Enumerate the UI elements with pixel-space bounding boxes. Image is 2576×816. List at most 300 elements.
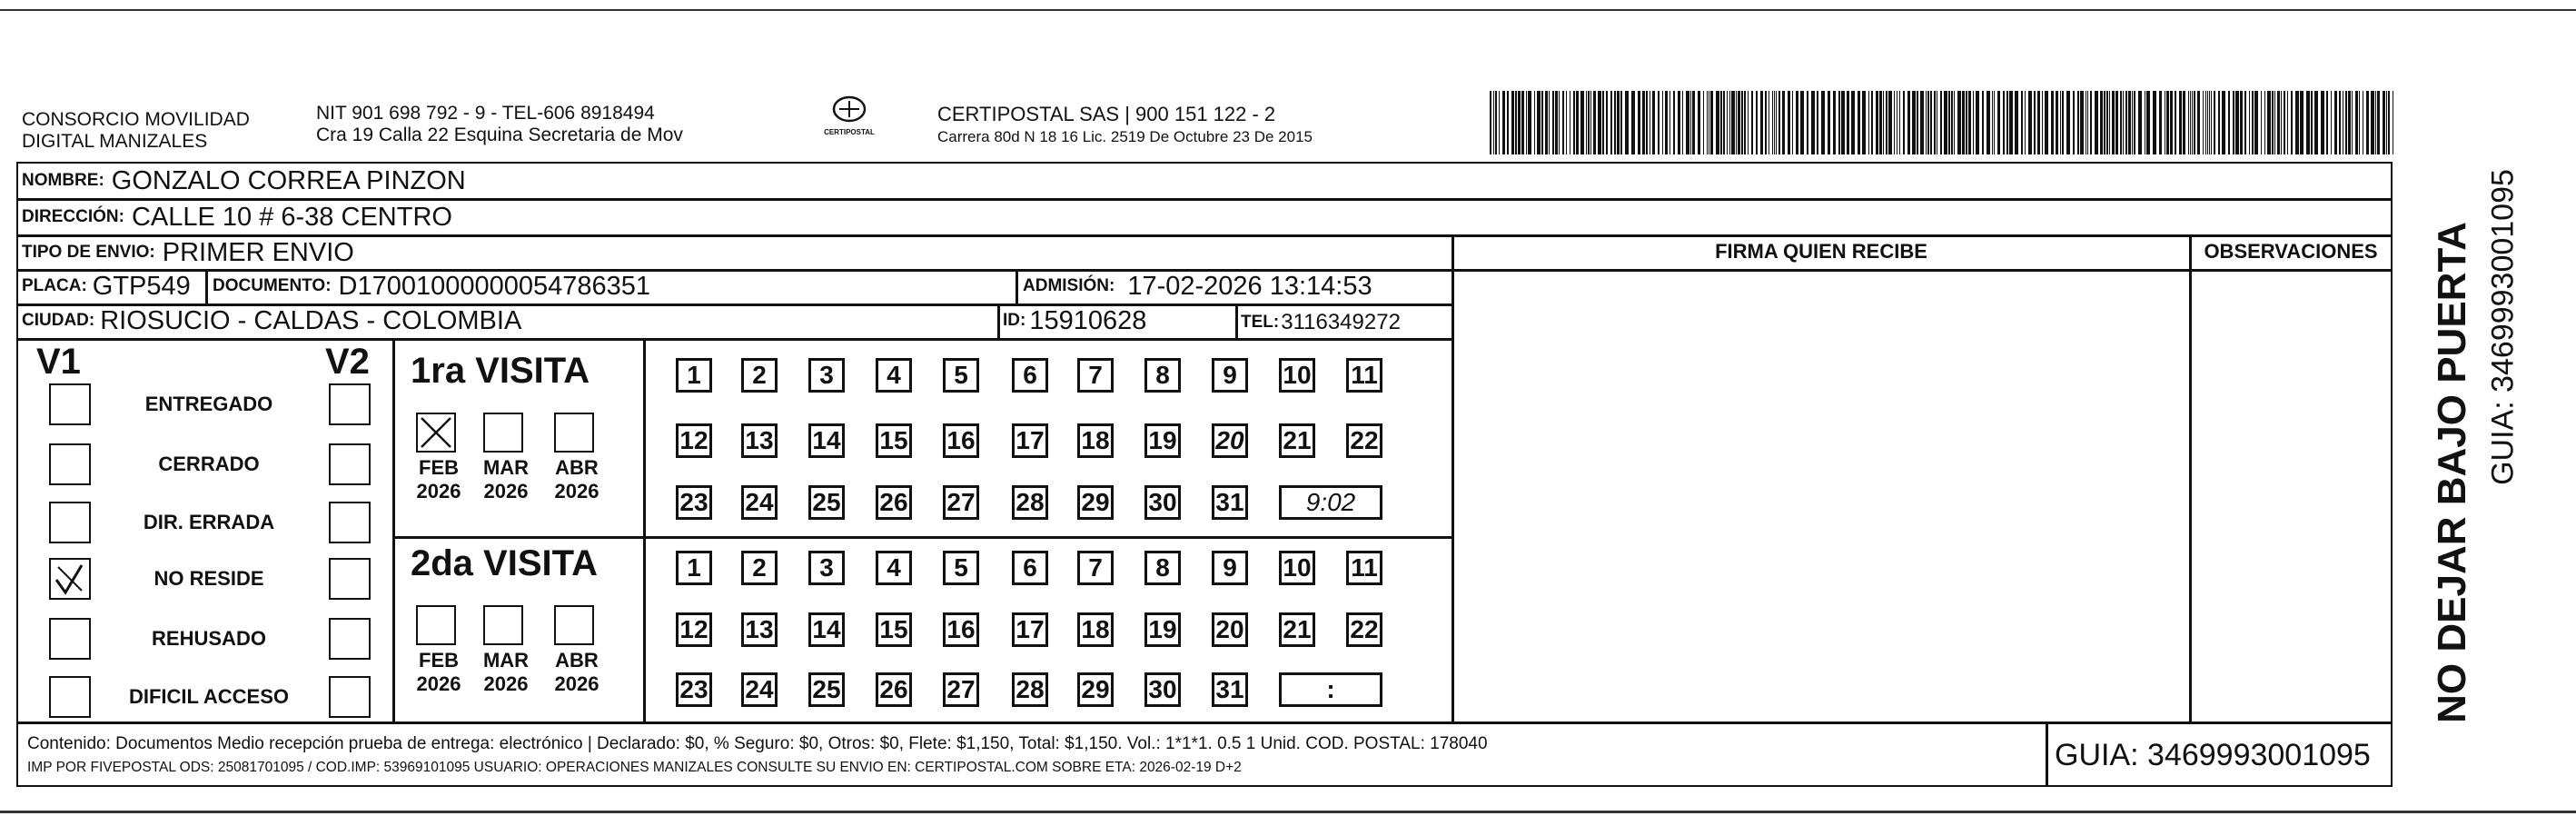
barcode-bar [1821, 91, 1825, 154]
v1-checkbox-rehusado[interactable] [49, 618, 91, 660]
day-box[interactable]: 19 [1144, 423, 1181, 458]
barcode-bar [2300, 91, 2304, 154]
admision-divider [1016, 269, 1018, 304]
barcode-bar [2235, 91, 2239, 154]
barcode-bar [2287, 91, 2288, 154]
barcode-bar [1598, 91, 1601, 154]
month-year-label [474, 649, 538, 696]
admision-row [1023, 273, 1372, 300]
barcode-bar [2104, 91, 2105, 154]
carrier-details [937, 103, 1313, 146]
v2-checkbox-rehusado[interactable] [329, 618, 371, 660]
barcode-bar [2244, 91, 2246, 154]
id-value: 15910628 [1029, 305, 1147, 335]
barcode-bar [2170, 91, 2173, 154]
barcode-bar [1555, 91, 1558, 154]
first-visit-month-checkbox[interactable] [483, 413, 523, 453]
barcode-bar [1731, 91, 1735, 154]
day-box[interactable]: 8 [1144, 551, 1181, 585]
carrier-logo-icon [831, 95, 867, 124]
barcode-bar [2345, 91, 2347, 154]
barcode-bar [1736, 91, 1737, 154]
barcode-bar [1811, 91, 1815, 154]
day-box[interactable]: 18 [1077, 423, 1114, 458]
tel-value: 3116349272 [1281, 310, 1401, 334]
day-box[interactable]: 21 [1279, 423, 1315, 458]
day-box[interactable]: 18 [1077, 612, 1114, 647]
v1-checkbox-entregado[interactable] [49, 383, 91, 425]
barcode-bar [2006, 91, 2008, 154]
barcode-bar [1926, 91, 1927, 154]
barcode-bar [2233, 91, 2234, 154]
day-box[interactable]: 12 [676, 423, 712, 458]
barcode-bar [2334, 91, 2337, 154]
day-box[interactable]: 9 [1212, 551, 1248, 585]
placa-divider [205, 269, 208, 304]
day-box[interactable]: 17 [1012, 423, 1048, 458]
barcode-bar [1698, 91, 1700, 154]
barcode-bar [2009, 91, 2013, 154]
barcode-bar [2123, 91, 2124, 154]
day-box[interactable]: 14 [808, 423, 845, 458]
second-visit-month-checkbox[interactable] [416, 605, 456, 645]
barcode-bar [1778, 91, 1780, 154]
firma-header: FIRMA QUIEN RECIBE [1715, 240, 1927, 263]
day-box[interactable]: 25 [808, 485, 845, 520]
barcode-bar [1876, 91, 1878, 154]
barcode-bar [1526, 91, 1527, 154]
barcode-bar [2252, 91, 2254, 154]
v2-checkbox-entregado[interactable] [329, 383, 371, 425]
barcode-bar [2339, 91, 2341, 154]
barcode-bar [1720, 91, 1722, 154]
barcode-bar [2146, 91, 2150, 154]
barcode-bar [1788, 91, 1790, 154]
barcode-bar [2326, 91, 2328, 154]
barcode-bar [2188, 91, 2189, 154]
barcode-bar [2120, 91, 2122, 154]
month-year-label [407, 456, 471, 503]
month-year-label [407, 649, 471, 696]
scan-line-top [0, 9, 2576, 11]
barcode-bar [1894, 91, 1895, 154]
x-mark-icon [418, 414, 454, 451]
barcode-bar [1765, 91, 1767, 154]
v2-checkbox-dificil-acceso[interactable] [329, 676, 371, 718]
barcode-bar [1521, 91, 1524, 154]
barcode [1490, 91, 2398, 154]
barcode-bar [1528, 91, 1531, 154]
day-box[interactable]: 23 [676, 672, 712, 707]
visit-divider-h [392, 536, 1453, 539]
carrier-logo [817, 95, 881, 149]
day-box[interactable]: 1 [676, 358, 712, 393]
admision-label: ADMISIÓN: [1023, 276, 1115, 295]
barcode-bar [2306, 91, 2310, 154]
day-box[interactable]: 23 [676, 485, 712, 520]
barcode-bar [1590, 91, 1591, 154]
barcode-bar [1741, 91, 1743, 154]
status-option-label: ENTREGADO [144, 393, 273, 415]
barcode-bar [2077, 91, 2079, 154]
barcode-bar [2383, 91, 2385, 154]
barcode-bar [1738, 91, 1740, 154]
barcode-bar [1631, 91, 1635, 154]
barcode-bar [2183, 91, 2185, 154]
day-box[interactable]: 26 [876, 672, 912, 707]
barcode-bar [1610, 91, 1612, 154]
barcode-bar [2125, 91, 2127, 154]
barcode-bar [2132, 91, 2133, 154]
day-box[interactable]: 6 [1012, 551, 1048, 585]
day-box[interactable]: 12 [676, 612, 712, 647]
barcode-bar [1673, 91, 1675, 154]
barcode-bar [2194, 91, 2195, 154]
day-box[interactable]: 3 [808, 551, 845, 585]
day-box[interactable]: 22 [1346, 423, 1382, 458]
barcode-bar [2277, 91, 2280, 154]
carrier-line-1: CERTIPOSTAL SAS | 900 151 122 - 2 [937, 103, 1276, 125]
v1-header: V1 [36, 342, 81, 382]
barcode-bar [1847, 91, 1849, 154]
barcode-bar [1515, 91, 1517, 154]
status-option-label: DIFICIL ACCESO [128, 685, 289, 708]
barcode-bar [1940, 91, 1942, 154]
barcode-bar [2100, 91, 2103, 154]
barcode-bar [2179, 91, 2182, 154]
placa-value: GTP549 [92, 271, 191, 301]
row-divider-5 [16, 338, 1453, 341]
side-warning: NO DEJAR BAJO PUERTA [2430, 222, 2474, 723]
day-box[interactable]: 15 [876, 612, 912, 647]
barcode-bar [2331, 91, 2332, 154]
observaciones-divider [2189, 234, 2192, 721]
barcode-bar [1986, 91, 1990, 154]
day-box[interactable]: 27 [943, 672, 979, 707]
barcode-bar [1499, 91, 1500, 154]
barcode-bar [2261, 91, 2262, 154]
tipo-value: PRIMER ENVIO [162, 237, 354, 267]
barcode-bar [1886, 91, 1887, 154]
barcode-bar [1862, 91, 1866, 154]
day-box[interactable]: 3 [808, 358, 845, 393]
barcode-bar [1951, 91, 1953, 154]
barcode-bar [1710, 91, 1713, 154]
day-box[interactable]: 5 [943, 551, 979, 585]
barcode-bar [2037, 91, 2040, 154]
day-box[interactable]: 5 [943, 358, 979, 393]
barcode-bar [2214, 91, 2215, 154]
status-option-label: CERRADO [158, 453, 260, 475]
barcode-bar [1888, 91, 1892, 154]
day-box[interactable]: 6 [1012, 358, 1048, 393]
barcode-bar [2386, 91, 2387, 154]
barcode-bar [1602, 91, 1604, 154]
nombre-label: NOMBRE: [22, 171, 104, 190]
barcode-bar [1652, 91, 1655, 154]
barcode-bar [2267, 91, 2271, 154]
barcode-bar [2025, 91, 2026, 154]
barcode-bar [1716, 91, 1719, 154]
barcode-bar [1552, 91, 1554, 154]
barcode-bar [1899, 91, 1900, 154]
v2-checkbox-dir-errada[interactable] [329, 502, 371, 543]
day-box[interactable]: 22 [1346, 612, 1382, 647]
barcode-bar [2388, 91, 2390, 154]
day-box[interactable]: 11 [1346, 358, 1382, 393]
month-label: MAR [482, 649, 530, 672]
footer-divider [16, 721, 2393, 724]
tipo-row [22, 239, 354, 266]
day-box[interactable]: 4 [876, 358, 912, 393]
id-row [1003, 307, 1146, 334]
barcode-bar [2073, 91, 2075, 154]
day-box[interactable]: 1 [676, 551, 712, 585]
barcode-bar [2060, 91, 2061, 154]
day-box[interactable]: 4 [876, 551, 912, 585]
second-visit-month-checkbox[interactable] [483, 605, 523, 645]
barcode-bar [1756, 91, 1758, 154]
barcode-bar [2090, 91, 2092, 154]
barcode-bar [1593, 91, 1596, 154]
day-box[interactable]: 17 [1012, 612, 1048, 647]
barcode-bar [1502, 91, 1505, 154]
day-box[interactable]: 15 [876, 423, 912, 458]
barcode-bar [1665, 91, 1668, 154]
barcode-bar [2272, 91, 2274, 154]
day-box[interactable]: 7 [1077, 551, 1114, 585]
barcode-bar [1982, 91, 1984, 154]
day-box[interactable]: 2 [741, 551, 778, 585]
barcode-bar [1807, 91, 1808, 154]
barcode-bar [2080, 91, 2084, 154]
barcode-bar [1879, 91, 1882, 154]
day-box[interactable]: 10 [1279, 551, 1315, 585]
barcode-bar [2115, 91, 2118, 154]
barcode-bar [1662, 91, 1663, 154]
barcode-bar [1973, 91, 1974, 154]
barcode-bar [1692, 91, 1695, 154]
direccion-value: CALLE 10 # 6-38 CENTRO [131, 202, 452, 232]
barcode-bar [2134, 91, 2135, 154]
barcode-bar [1907, 91, 1910, 154]
tel-divider [1235, 304, 1238, 338]
year-label: 2026 [554, 480, 599, 503]
barcode-bar [2371, 91, 2374, 154]
barcode-bar [2218, 91, 2220, 154]
barcode-bar [1690, 91, 1691, 154]
side-guia: GUIA: 3469993001095 [2485, 169, 2521, 485]
barcode-bar [1573, 91, 1575, 154]
day-box[interactable]: 16 [943, 423, 979, 458]
v1-checkbox-dificil-acceso[interactable] [49, 676, 91, 718]
status-option-label: REHUSADO [152, 627, 266, 650]
barcode-bar [1782, 91, 1785, 154]
day-box[interactable]: 30 [1144, 672, 1181, 707]
first-visit-title: 1ra VISITA [411, 351, 590, 391]
day-box[interactable]: 7 [1077, 358, 1114, 393]
year-label: 2026 [483, 480, 529, 503]
barcode-bar [1646, 91, 1648, 154]
first-visit-month-checkbox[interactable] [554, 413, 594, 453]
guia-box: GUIA: 3469993001095 [2055, 738, 2371, 772]
ciudad-row [22, 307, 521, 334]
day-box[interactable]: 19 [1144, 612, 1181, 647]
barcode-bar [1545, 91, 1548, 154]
barcode-bar [1976, 91, 1979, 154]
sender-details [316, 103, 683, 146]
barcode-bar [2359, 91, 2360, 154]
barcode-bar [1669, 91, 1670, 154]
v2-checkbox-cerrado[interactable] [329, 443, 371, 485]
barcode-bar [2203, 91, 2204, 154]
footer-line-2: IMP POR FIVEPOSTAL ODS: 25081701095 / COD.IMP: 53969101095 USUARIO: OPERACIONES MANIZALES CONSULTE SU ENVIO EN: CERTIPOSTAL.COM SOBRE ETA: 2026-02-19 D+2 [27, 760, 1242, 775]
barcode-bar [1493, 91, 1494, 154]
placa-label: PLACA: [22, 276, 87, 295]
check-mark-icon [51, 560, 89, 598]
day-box[interactable]: 2 [741, 358, 778, 393]
day-box[interactable]: 20 [1212, 612, 1248, 647]
barcode-bar [2366, 91, 2369, 154]
barcode-bar [1920, 91, 1924, 154]
barcode-bar [2264, 91, 2265, 154]
v2-checkbox-no-reside[interactable] [329, 558, 371, 600]
barcode-bar [2274, 91, 2275, 154]
barcode-bar [2159, 91, 2162, 154]
second-visit-month-checkbox[interactable] [554, 605, 594, 645]
barcode-bar [2249, 91, 2250, 154]
month-label: FEB [419, 649, 459, 672]
v1-checkbox-dir-errada[interactable] [49, 502, 91, 543]
sender-name [22, 109, 250, 153]
barcode-bar [2284, 91, 2285, 154]
day-box[interactable]: 11 [1346, 551, 1382, 585]
barcode-bar [2034, 91, 2036, 154]
day-box[interactable]: 28 [1012, 672, 1048, 707]
scan-line-bottom [0, 811, 2576, 813]
barcode-bar [1934, 91, 1936, 154]
day-box[interactable]: 24 [741, 672, 778, 707]
barcode-bar [1792, 91, 1793, 154]
day-box[interactable]: 24 [741, 485, 778, 520]
year-label: 2026 [554, 672, 599, 695]
observaciones-header: OBSERVACIONES [2204, 240, 2378, 263]
barcode-bar [1817, 91, 1818, 154]
row-divider-2 [16, 234, 2393, 237]
sender-nit: NIT 901 698 792 - 9 - TEL-606 8918494 [316, 103, 655, 124]
barcode-bar [2355, 91, 2358, 154]
ciudad-value: RIOSUCIO - CALDAS - COLOMBIA [100, 305, 522, 335]
day-box[interactable]: 29 [1077, 485, 1114, 520]
barcode-bar [1800, 91, 1804, 154]
barcode-bar [1828, 91, 1830, 154]
guia-box-divider [2046, 721, 2048, 787]
day-box[interactable]: 30 [1144, 485, 1181, 520]
barcode-bar [2205, 91, 2206, 154]
barcode-bar [1562, 91, 1564, 154]
barcode-bar [2066, 91, 2070, 154]
barcode-bar [1727, 91, 1728, 154]
day-box[interactable]: 25 [808, 672, 845, 707]
barcode-bar [2291, 91, 2293, 154]
barcode-bar [2295, 91, 2299, 154]
barcode-bar [1642, 91, 1645, 154]
month-year-label [545, 649, 609, 696]
barcode-bar [1586, 91, 1587, 154]
day-box[interactable]: 13 [741, 612, 778, 647]
barcode-bar [1703, 91, 1704, 154]
sender-name-line-1: CONSORCIO MOVILIDAD [22, 109, 250, 130]
barcode-bar [2175, 91, 2176, 154]
second-visit-time-box[interactable]: : [1279, 672, 1382, 707]
barcode-bar [2028, 91, 2032, 154]
day-box[interactable]: 10 [1279, 358, 1315, 393]
barcode-bar [1776, 91, 1777, 154]
day-box[interactable]: 26 [876, 485, 912, 520]
day-box[interactable]: 31 [1212, 485, 1248, 520]
barcode-bar [1507, 91, 1509, 154]
day-box[interactable]: 31 [1212, 672, 1248, 707]
barcode-bar [1686, 91, 1689, 154]
barcode-bar [1833, 91, 1836, 154]
barcode-bar [1744, 91, 1746, 154]
day-box[interactable]: 14 [808, 612, 845, 647]
barcode-bar [1927, 91, 1929, 154]
barcode-bar [1868, 91, 1869, 154]
day-box[interactable]: 8 [1144, 358, 1181, 393]
placa-row [22, 273, 191, 300]
barcode-bar [2138, 91, 2142, 154]
barcode-bar [2192, 91, 2193, 154]
day-box[interactable]: 27 [943, 485, 979, 520]
day-box[interactable]: 21 [1279, 612, 1315, 647]
day-box[interactable]: 28 [1012, 485, 1048, 520]
barcode-bar [1930, 91, 1932, 154]
v1-checkbox-no-reside[interactable] [49, 558, 91, 600]
day-box[interactable]: 29 [1077, 672, 1114, 707]
nombre-value: GONZALO CORREA PINZON [111, 165, 466, 195]
documento-label: DOCUMENTO: [213, 276, 332, 295]
first-visit-time-box[interactable]: 9:02 [1279, 485, 1382, 520]
barcode-bar [1954, 91, 1955, 154]
barcode-bar [2240, 91, 2243, 154]
barcode-bar [2207, 91, 2208, 154]
day-box[interactable]: 20 [1212, 423, 1248, 458]
day-box[interactable]: 9 [1212, 358, 1248, 393]
day-box[interactable]: 16 [943, 612, 979, 647]
day-box[interactable]: 13 [741, 423, 778, 458]
barcode-bar [2042, 91, 2043, 154]
barcode-bar [1559, 91, 1560, 154]
month-label: ABR [555, 456, 599, 479]
status-option-label: DIR. ERRADA [143, 511, 275, 533]
direccion-label: DIRECCIÓN: [22, 207, 124, 226]
first-visit-month-checkbox[interactable] [416, 413, 456, 453]
barcode-bar [1992, 91, 1993, 154]
barcode-bar [1966, 91, 1967, 154]
month-year-label [474, 456, 538, 503]
barcode-bar [1566, 91, 1567, 154]
barcode-bar [1638, 91, 1640, 154]
barcode-bar [1851, 91, 1855, 154]
barcode-bar [2109, 91, 2110, 154]
row-divider-1 [16, 198, 2393, 201]
barcode-bar [1729, 91, 1730, 154]
barcode-bar [2062, 91, 2064, 154]
barcode-bar [2128, 91, 2131, 154]
barcode-bar [1997, 91, 2000, 154]
v1-checkbox-cerrado[interactable] [49, 443, 91, 485]
